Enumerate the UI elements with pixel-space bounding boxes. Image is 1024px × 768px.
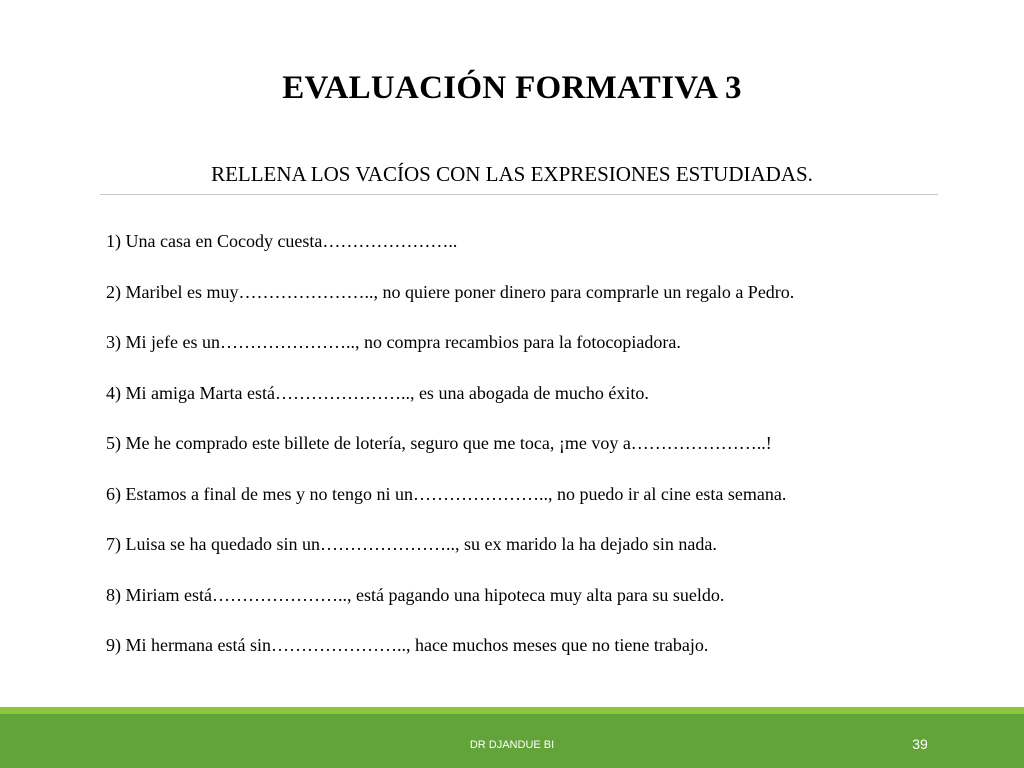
exercise-item-7: 7) Luisa se ha quedado sin un………………….., su ex marido la ha dejado sin nada. bbox=[106, 534, 717, 554]
exercise-item-1: 1) Una casa en Cocody cuesta………………….. bbox=[106, 231, 458, 251]
divider-line bbox=[100, 194, 938, 195]
exercise-item-9: 9) Mi hermana está sin………………….., hace muchos meses que no tiene trabajo. bbox=[106, 635, 709, 655]
exercise-item-2: 2) Maribel es muy………………….., no quiere poner dinero para comprarle un regalo a Pedro. bbox=[106, 281, 795, 302]
exercise-list bbox=[106, 228, 926, 683]
exercise-item-6: 6) Estamos a final de mes y no tengo ni un………………….., no puedo ir al cine esta semana. bbox=[106, 483, 787, 504]
slide-title: EVALUACIÓN FORMATIVA 3 bbox=[282, 70, 742, 106]
exercise-item-5: 5) Me he comprado este billete de lotería, seguro que me toca, ¡me voy a…………………..! bbox=[106, 433, 772, 453]
page-number: 39 bbox=[912, 736, 928, 752]
exercise-item-8: 8) Miriam está………………….., está pagando una hipoteca muy alta para su sueldo. bbox=[106, 584, 725, 605]
footer-author: DR DJANDUE BI bbox=[469, 739, 555, 751]
exercise-item-3: 3) Mi jefe es un………………….., no compra recambios para la fotocopiadora. bbox=[106, 332, 681, 352]
slide-subtitle: RELLENA LOS VACÍOS CON LAS EXPRESIONES ESTUDIADAS. bbox=[211, 162, 813, 186]
footer-accent-bar bbox=[0, 707, 1024, 714]
exercise-item-4: 4) Mi amiga Marta está………………….., es una abogada de mucho éxito. bbox=[106, 382, 649, 403]
